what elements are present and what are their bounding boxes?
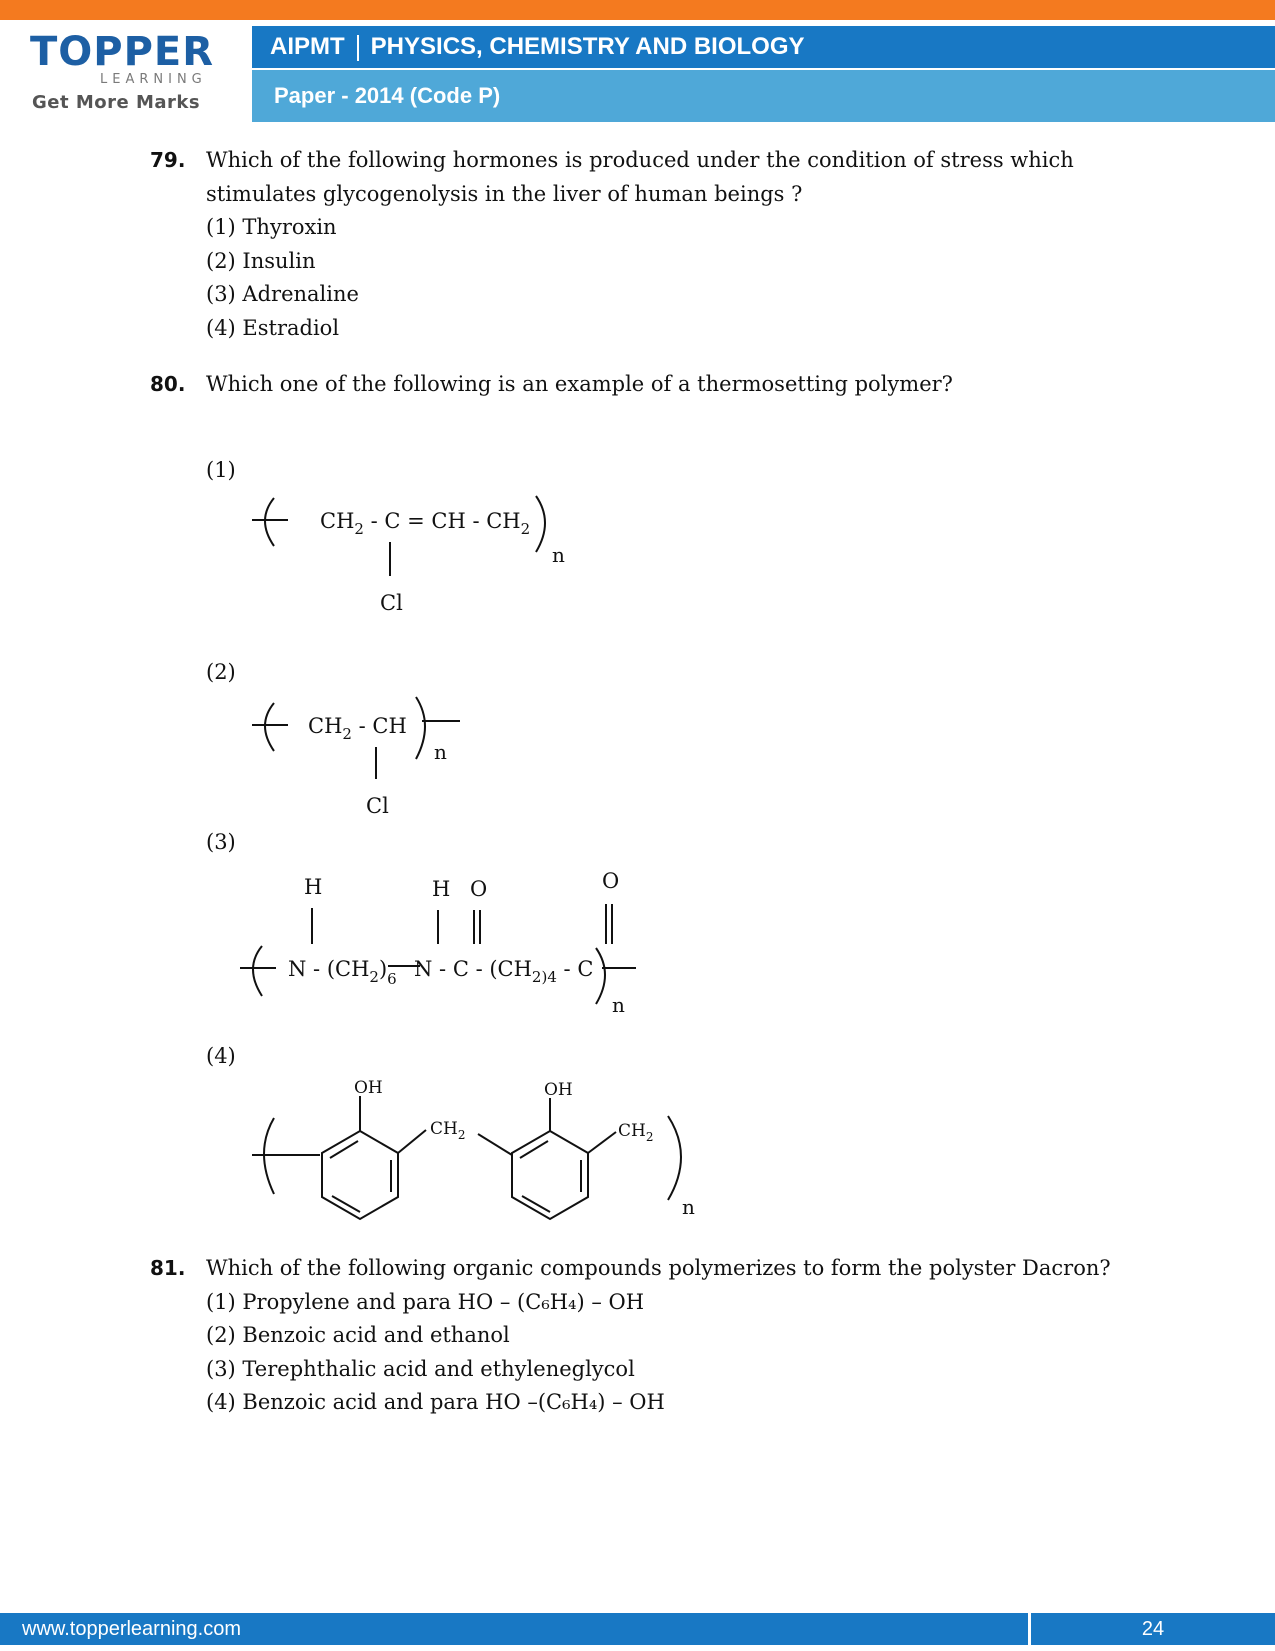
option-4: (4) Benzoic acid and para HO –(C₆H₄) – OH bbox=[206, 1390, 665, 1414]
chain-text: $CH_2$ - CH bbox=[308, 714, 407, 743]
structure-option-2 bbox=[250, 695, 470, 825]
structure-option-4 bbox=[250, 1078, 730, 1258]
oh-group-2: OH bbox=[544, 1080, 573, 1100]
option-2: (2) Benzoic acid and ethanol bbox=[206, 1323, 510, 1347]
h-atom-2: H bbox=[432, 877, 451, 901]
option-4: (4) Estradiol bbox=[206, 315, 340, 340]
exam-name: AIPMT bbox=[270, 33, 345, 60]
option-3: (3) Adrenaline bbox=[206, 282, 359, 306]
branch-cl: Cl bbox=[380, 591, 403, 615]
o-atom-2: O bbox=[602, 869, 620, 893]
bracket-right bbox=[416, 697, 425, 759]
option-2: (2) Insulin bbox=[206, 248, 316, 273]
page-number: 24 bbox=[1031, 1613, 1275, 1645]
ring1-double-1 bbox=[330, 1141, 358, 1158]
question-number: 80. bbox=[150, 372, 186, 396]
question-text-line2: stimulates glycogenolysis in the liver of human beings ? bbox=[206, 181, 803, 206]
o-atom-1: O bbox=[470, 877, 488, 901]
option-1-label: (1) bbox=[206, 458, 236, 482]
chain-part-1: N - $(CH_2)_6$ bbox=[288, 957, 397, 988]
branch-cl: Cl bbox=[366, 794, 389, 818]
ch2-group-1: $CH_2$ bbox=[430, 1119, 466, 1142]
chain-text: $CH_2$ - C = CH - $CH_2$ bbox=[320, 509, 531, 538]
structure-option-1 bbox=[250, 490, 580, 625]
benzene-ring-1 bbox=[322, 1131, 398, 1219]
repeat-n: n bbox=[612, 993, 625, 1017]
bracket-right bbox=[596, 948, 605, 1004]
question-number: 79. bbox=[150, 148, 186, 172]
footer-website: www.topperlearning.com bbox=[0, 1613, 1028, 1645]
bracket-left bbox=[265, 703, 274, 751]
chain-part-2: N - C - ($CH_{2)4}$ - C bbox=[414, 957, 594, 986]
ring2-double-1 bbox=[520, 1141, 548, 1158]
bracket-left bbox=[253, 946, 262, 996]
paper-header bbox=[252, 70, 1275, 122]
exam-header bbox=[252, 26, 1275, 68]
subjects-title: PHYSICS, CHEMISTRY AND BIOLOGY bbox=[370, 33, 805, 60]
oh-group-1: OH bbox=[354, 1078, 383, 1098]
repeat-n: n bbox=[552, 543, 565, 567]
ring1-double-3 bbox=[332, 1196, 360, 1212]
top-orange-bar bbox=[0, 0, 1275, 20]
ch2-group-2: $CH_2$ bbox=[618, 1121, 654, 1144]
topper-logo bbox=[30, 30, 230, 120]
bond-ch2-1 bbox=[398, 1130, 426, 1153]
paper-title: Paper - 2014 (Code P) bbox=[274, 83, 501, 108]
question-number: 81. bbox=[150, 1256, 186, 1280]
option-3-label: (3) bbox=[206, 830, 236, 854]
repeat-n: n bbox=[434, 740, 447, 764]
option-1: (1) Propylene and para HO – (C₆H₄) – OH bbox=[206, 1289, 645, 1314]
logo-tagline: Get More Marks bbox=[32, 92, 201, 113]
option-2-label: (2) bbox=[206, 660, 236, 684]
question-text-line1: Which of the following organic compounds polymerizes to form the polyster Dacron? bbox=[206, 1256, 1111, 1280]
bond-link bbox=[478, 1134, 512, 1155]
benzene-ring-2 bbox=[512, 1131, 588, 1219]
page-footer bbox=[0, 1613, 1275, 1645]
bond-ch2-2 bbox=[588, 1132, 616, 1153]
option-3: (3) Terephthalic acid and ethyleneglycol bbox=[206, 1356, 635, 1381]
option-4-label: (4) bbox=[206, 1044, 236, 1068]
repeat-n: n bbox=[682, 1195, 695, 1219]
bracket-left bbox=[265, 498, 274, 546]
option-1: (1) Thyroxin bbox=[206, 215, 337, 239]
question-text-line1: Which one of the following is an example of a thermosetting polymer? bbox=[206, 372, 953, 396]
header-divider bbox=[357, 35, 359, 61]
ring2-double-3 bbox=[522, 1196, 550, 1212]
structure-option-3 bbox=[240, 868, 680, 1018]
question-text-line1: Which of the following hormones is produced under the condition of stress which bbox=[206, 148, 1074, 172]
bracket-right bbox=[536, 496, 545, 552]
h-atom-1: H bbox=[304, 875, 323, 899]
logo-wordmark: TOPPER bbox=[30, 29, 215, 75]
logo-subtext: LEARNING bbox=[100, 72, 207, 87]
bracket-right bbox=[668, 1116, 681, 1200]
